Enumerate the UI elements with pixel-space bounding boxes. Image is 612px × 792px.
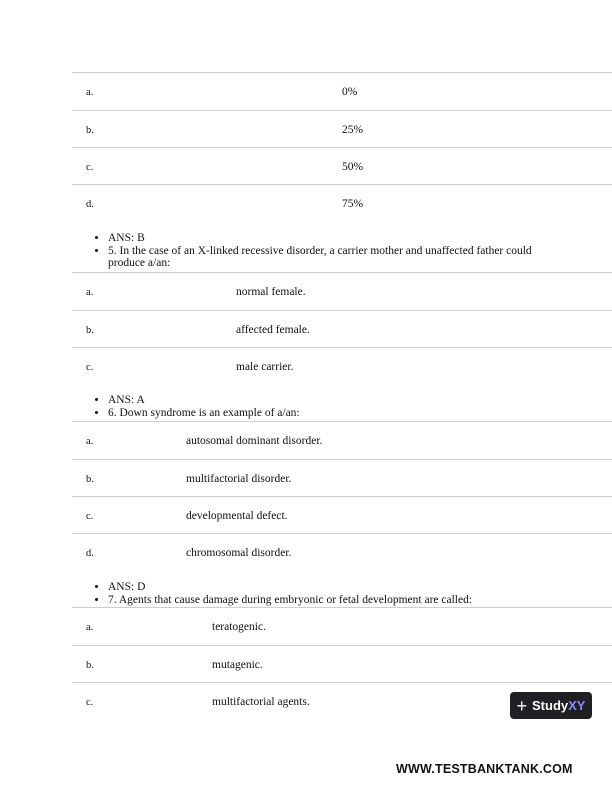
option-letter: a. [86, 436, 94, 447]
q6-option-c [72, 497, 612, 534]
q7-question: • 7. Agents that cause damage during embryonic or fetal development are called: [108, 594, 552, 607]
studyxy-badge[interactable] [510, 692, 592, 719]
option-text: mutagenic. [212, 659, 263, 671]
plus-icon: + [516, 695, 528, 716]
option-letter: c. [86, 162, 94, 173]
q5-answer-and-q6-stem [88, 394, 552, 419]
option-text: 25% [342, 124, 364, 136]
option-text: chromosomal disorder. [186, 547, 292, 559]
option-letter: b. [86, 474, 94, 485]
option-text: normal female. [236, 286, 306, 298]
q7-option-b [72, 646, 612, 683]
q6-option-a [72, 422, 612, 459]
q4-option-b [72, 111, 612, 148]
option-letter: a. [86, 622, 94, 633]
option-text: developmental defect. [186, 510, 288, 522]
option-letter: c. [86, 511, 94, 522]
q4-option-d [72, 185, 612, 222]
q6-answer-and-q7-stem [88, 581, 552, 606]
q6-option-b [72, 460, 612, 497]
q5-option-c [72, 348, 612, 385]
option-letter: b. [86, 660, 94, 671]
q5-question: • 5. In the case of an X-linked recessive disorder, a carrier mother and unaffected father could produce a/an: [108, 245, 552, 270]
q4-option-c [72, 148, 612, 185]
option-text: 0% [342, 86, 358, 98]
option-letter: b. [86, 125, 94, 136]
q4-answer-and-q5-stem [88, 232, 552, 270]
option-text: multifactorial disorder. [186, 473, 292, 485]
q5-option-a [72, 273, 612, 310]
footer-url: WWW.TESTBANKTANK.COM [396, 762, 573, 776]
option-text: autosomal dominant disorder. [186, 435, 323, 447]
option-letter: a. [86, 87, 94, 98]
option-text: teratogenic. [212, 621, 266, 633]
q5-answer: • ANS: A [108, 394, 552, 407]
option-text: male carrier. [236, 361, 294, 373]
badge-label: StudyXY [532, 698, 586, 713]
option-letter: c. [86, 362, 94, 373]
q6-question: • 6. Down syndrome is an example of a/an: [108, 407, 552, 420]
option-letter: b. [86, 325, 94, 336]
q4-answer: • ANS: B [108, 232, 552, 245]
option-text: 75% [342, 198, 364, 210]
option-letter: a. [86, 287, 94, 298]
q7-option-a [72, 608, 612, 645]
option-letter: c. [86, 697, 94, 708]
option-text: 50% [342, 161, 364, 173]
option-letter: d. [86, 548, 94, 559]
option-text: multifactorial agents. [212, 696, 310, 708]
option-letter: d. [86, 199, 94, 210]
q4-option-a [72, 73, 612, 110]
q6-answer: • ANS: D [108, 581, 552, 594]
option-text: affected female. [236, 324, 310, 336]
q5-option-b [72, 311, 612, 348]
q6-option-d [72, 534, 612, 571]
